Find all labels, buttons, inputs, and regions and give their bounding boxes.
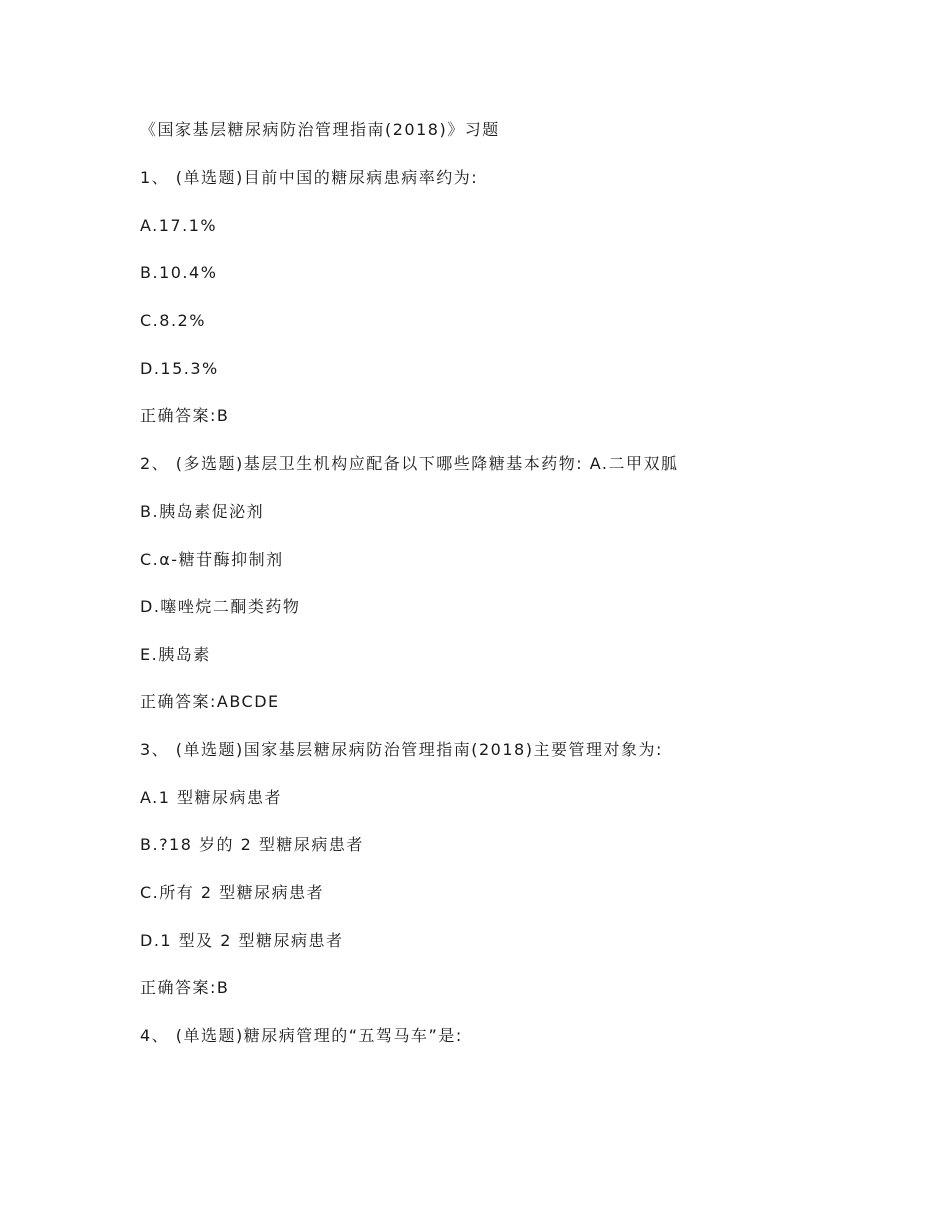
q3-option-d: D.1 型及 2 型糖尿病患者: [140, 931, 344, 950]
q1-option-c: C.8.2%: [140, 311, 206, 330]
q2-option-e: E.胰岛素: [140, 645, 211, 664]
q3-answer: 正确答案:B: [140, 978, 230, 997]
q1-option-d: D.15.3%: [140, 359, 219, 378]
q3-option-c: C.所有 2 型糖尿病患者: [140, 883, 325, 902]
question-1: 1、 (单选题)目前中国的糖尿病患病率约为:: [140, 168, 479, 187]
q2-option-c: C.α-糖苷酶抑制剂: [140, 550, 284, 569]
q1-option-b: B.10.4%: [140, 263, 218, 282]
q1-option-a: A.17.1%: [140, 216, 218, 235]
q3-option-a: A.1 型糖尿病患者: [140, 788, 283, 807]
question-3: 3、 (单选题)国家基层糖尿病防治管理指南(2018)主要管理对象为:: [140, 740, 663, 759]
document-title: 《国家基层糖尿病防治管理指南(2018)》习题: [140, 120, 500, 139]
q2-option-d: D.噻唑烷二酮类药物: [140, 597, 301, 616]
q3-option-b: B.?18 岁的 2 型糖尿病患者: [140, 835, 364, 854]
q2-answer: 正确答案:ABCDE: [140, 692, 280, 711]
q1-answer: 正确答案:B: [140, 406, 230, 425]
question-4: 4、 (单选题)糖尿病管理的“五驾马车”是:: [140, 1026, 463, 1045]
question-2: 2、 (多选题)基层卫生机构应配备以下哪些降糖基本药物: A.二甲双胍: [140, 454, 679, 473]
q2-option-b: B.胰岛素促泌剂: [140, 502, 265, 521]
